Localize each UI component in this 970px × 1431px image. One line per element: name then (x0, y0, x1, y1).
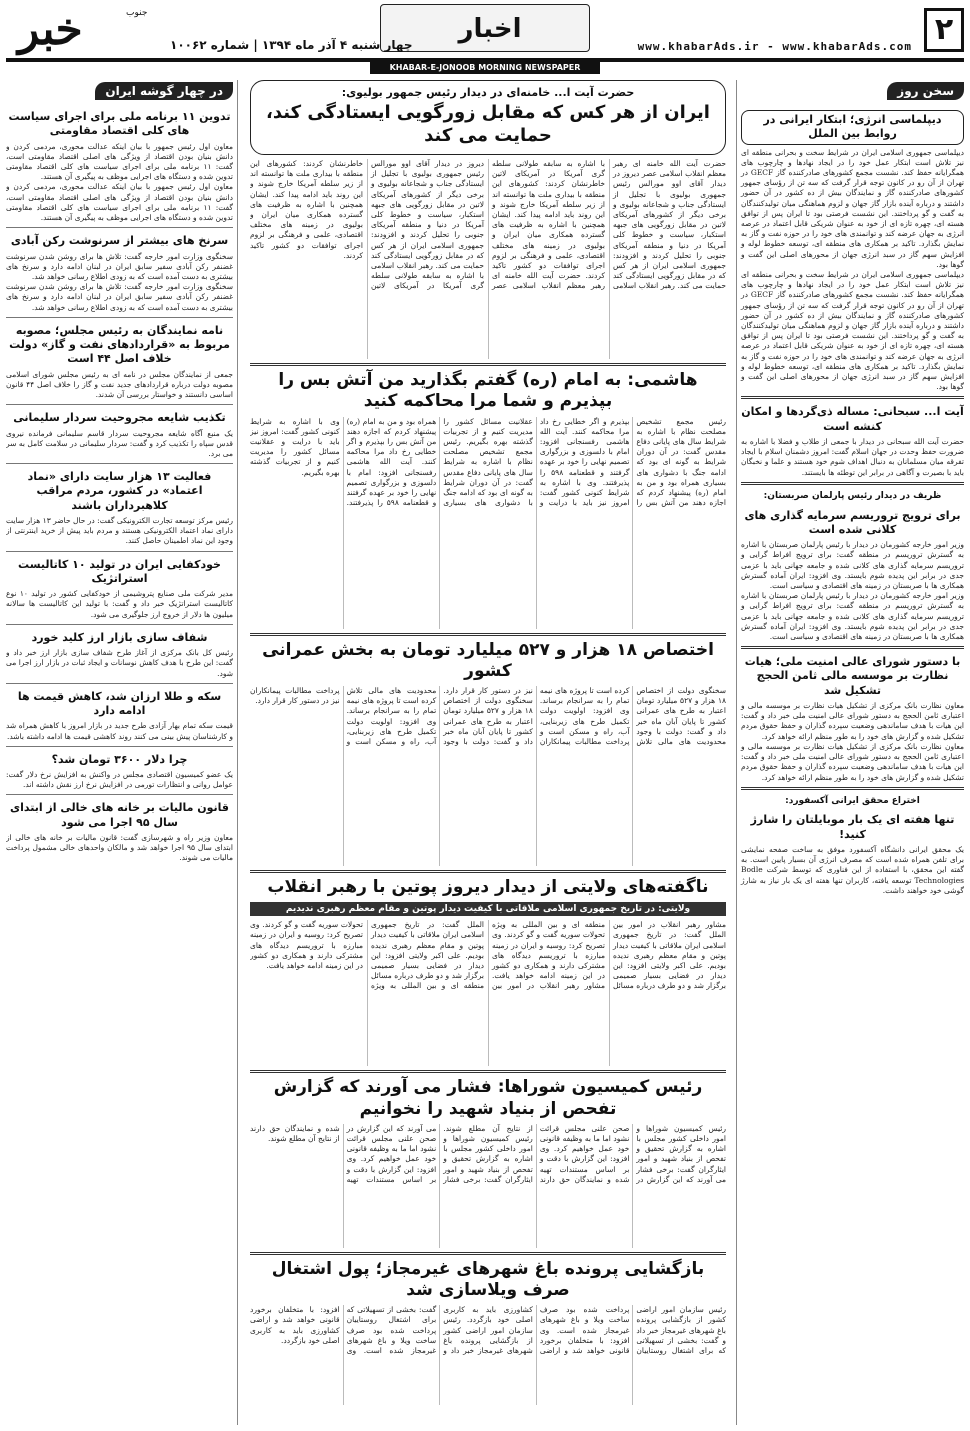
lead-body-text: حضرت آیت الله خامنه ای رهبر معظم انقلاب اسلامی عصر دیروز در دیدار آقای اوو مورالس رئیس جمهوری بولیوی با تجلیل از ایستادگی جناب و شجاعانه بولیوی و برخی دیگر از کشورهای آمریکای لاتین در مقابل زورگویی های جبهه استکبار، سیاست و خطوط کلی آمریکا در دنیا و منطقه آمریکای جنوبی را تحلیل کردند و افزودند: جمهوری اسلامی ایران از هر کس که در مقابل زورگویی ایستادگی کند حمایت می کند. رهبر انقلاب اسلامی با اشاره به سابقه طولانی سلطه گری آمریکا در آمریکای لاتین خاطرنشان کردند: کشورهای این منطقه با بیداری ملت ها توانسته اند از زیر سلطه آمریکا خارج شوند و این روند باید ادامه پیدا کند. ایشان همچنین با اشاره به ظرفیت های گسترده همکاری میان ایران و بولیوی در زمینه های مختلف اقتصادی، علمی و فرهنگی بر لزوم اجرای توافقات دو کشور تاکید کردند. (492, 159, 726, 291)
story-body-text-cont: رئیس کمیسیون شوراها و امور داخلی کشور مجلس با اشاره به گزارش تحقیق و تفحص از بنیاد شهید و امور ایثارگران گفت: برخی فشار می آورند که این گزارش در صحن علنی مجلس قرائت نشود اما ما به وظیفه قانونی خود عمل خواهیم کرد. وی افزود: این گزارش با دقت و بر اساس مستندات تهیه شده و نمایندگان حق دارند از نتایج آن مطلع شوند. (250, 1123, 533, 1184)
newspaper-logo (6, 4, 156, 58)
divider (6, 683, 233, 684)
story-title: با دستور شورای عالی امنیت ملی؛ هیات نظارت بر موسسه مالی ثامن الحجج تشکیل شد (744, 655, 961, 697)
story-body-cont: معاون اول رئیس جمهور با بیان اینکه عدالت محوری، مردمی کردن و دانش بنیان بودن اقتصاد از ویژگی های اصلی اقتصاد مقاومتی است، گفت: ۱۱ برنامه ملی برای اجرای سیاست های کلی اقتصاد مقاومتی تدوین شده و دستگاه های اجرایی موظف به پیگیری آن هستند. (6, 182, 233, 223)
story-title: اختصاص ۱۸ هزار و ۵۲۷ میلیارد تومان به بخش عمرانی کشور (262, 639, 714, 681)
story-kicker: ظریف در دیدار رئیس پارلمان صربستان: (763, 490, 942, 501)
site-url[interactable]: www.khabarAds.ir - www.khabarAds.com (637, 40, 912, 53)
story-body: مدیر شرکت ملی صنایع پتروشیمی از خودکفایی کشور در تولید ۱۰ نوع کاتالیست استراتژیک خبر داد و گفت: با تولید این کاتالیست ها سالانه میلیون ها دلار از خروج ارز جلوگیری می شود. (6, 589, 233, 619)
story-body (250, 920, 726, 1066)
story-title: سرنخ های بیشتر از سرنوشت رکن آبادی (10, 234, 229, 248)
divider (6, 624, 233, 625)
divider (6, 794, 233, 795)
center-column (250, 80, 726, 1425)
story-body: وزیر امور خارجه کشورمان در دیدار با رئیس پارلمان صربستان با اشاره به گسترش تروریسم در منطقه گفت: برای ترویج افراط گرایی و تروریسم سرمایه گذاری های کلانی شده و جامعه جهانی باید با عزمی جدی در برابر این پدیده شوم بایستد. وی افزود: ایران آماده گسترش همکاری ها با صربستان در زمینه های اقتصادی و سیاسی است. (741, 540, 964, 590)
story-body-text: رئیس کمیسیون شوراها و امور داخلی کشور مجلس با اشاره به گزارش تحقیق و تفحص از بنیاد شهید و امور ایثارگران گفت: برخی فشار می آورند که این گزارش در صحن علنی مجلس قرائت نشود اما ما به وظیفه قانونی خود عمل خواهیم کرد. وی افزود: این گزارش با دقت و بر اساس مستندات تهیه شده و نمایندگان حق دارند از نتایج آن مطلع شوند. (443, 1123, 726, 1184)
story-title: قانون مالیات بر خانه های خالی از ابتدای سال ۹۵ اجرا می شود (10, 801, 229, 829)
editorial-tag: سخن روز (887, 82, 964, 100)
story-body: یک محقق ایرانی دانشگاه آکسفورد موفق به ساخت صفحه نمایشی برای تلفن همراه شده است که مصرف انرژی آن بسیار پایین است. به گفته این محقق، با استفاده از این فناوری که توسط شرکت Bodle Technologies توسعه یافته، کاربران تنها هفته ای یک بار نیاز به شارژ گوشی خود خواهند داشت. (741, 844, 964, 895)
editorial-title: دیپلماسی انرژی؛ ابتکار ایرانی در روابط بین الملل (741, 110, 964, 145)
story-body: معاون اول رئیس جمهور با بیان اینکه عدالت محوری، مردمی کردن و دانش بنیان بودن اقتصاد از ویژگی های اصلی اقتصاد مقاومتی است، گفت: ۱۱ برنامه ملی برای اجرای سیاست های کلی اقتصاد مقاومتی تدوین شده و دستگاه های اجرایی موظف به پیگیری آن هستند. (6, 141, 233, 182)
story-title: آیت ا... سبحانی: مساله ذی‌گردها و امکان کنشه است (741, 405, 964, 433)
story-title: رئیس کمیسیون شوراها: فشار می آورند که گزارش تفحص از بنیاد شهید را نخوانیم (273, 1077, 703, 1119)
divider (250, 1070, 726, 1073)
story-title: خودکفایی ایران در تولید ۱۰ کاتالیست استراتژیک (18, 557, 221, 585)
story-body: رئیس مرکز توسعه تجارت الکترونیکی گفت: در حال حاضر ۱۳ هزار سایت دارای نماد اعتماد الکترونیکی هستند و مردم باید پیش از خرید اینترنتی از وجود این نماد اطمینان حاصل کنند. (6, 516, 233, 546)
story-body-cont: معاون نظارت بانک مرکزی از تشکیل هیات نظارت بر موسسه مالی و اعتباری ثامن الحجج به دستور شورای عالی امنیت ملی خبر داد و گفت: این هیات با هدف ساماندهی وضعیت سپرده گذاران و حفظ حقوق مردم تشکیل شده و گزارش های خود را به طور منظم ارائه خواهد کرد. (741, 741, 964, 782)
story-body: سخنگوی وزارت امور خارجه گفت: تلاش ها برای روشن شدن سرنوشت غضنفر رکن آبادی سفیر سابق ایران در لبنان ادامه دارد و سرنخ های بیشتری به دست آمده است که به زودی اطلاع رسانی خواهد شد. (6, 251, 233, 281)
left-column (6, 80, 238, 1425)
english-name: KHABAR-E-JONOOB MORNING NEWSPAPER (370, 62, 600, 74)
divider (250, 1252, 726, 1255)
divider (741, 787, 964, 790)
story-body: رئیس کل بانک مرکزی از آغاز طرح شفاف سازی بازار ارز خبر داد و گفت: این طرح با هدف کاهش نوسانات و ایجاد ثبات در بازار ارز اجرا می شود. (6, 648, 233, 678)
lead-body-text-cont: حضرت آیت الله خامنه ای رهبر معظم انقلاب اسلامی عصر دیروز در دیدار آقای اوو مورالس رئیس جمهوری بولیوی با تجلیل از ایستادگی جناب و شجاعانه بولیوی و برخی دیگر از کشورهای آمریکای لاتین در مقابل زورگویی های جبهه استکبار، سیاست و خطوط کلی آمریکا در دنیا و منطقه آمریکای جنوبی را تحلیل کردند و افزودند: جمهوری اسلامی ایران از هر کس که در مقابل زورگویی ایستادگی کند حمایت می کند. رهبر انقلاب اسلامی با اشاره به سابقه طولانی سلطه گری آمریکا در آمریکای لاتین خاطرنشان کردند: کشورهای این منطقه با بیداری ملت ها توانسته اند از زیر سلطه آمریکا خارج شوند و این روند باید ادامه پیدا کند. ایشان همچنین با اشاره به ظرفیت های گسترده همکاری میان ایران و بولیوی در زمینه های مختلف اقتصادی، علمی و فرهنگی بر لزوم اجرای توافقات دو کشور تاکید کردند. (250, 159, 605, 291)
story-title: تکذیب شایعه مجروحیت سردار سلیمانی (13, 411, 226, 425)
right-column (736, 80, 964, 1425)
story-body-text-cont: رئیس سازمان امور اراضی کشور از بازگشایی پرونده باغ شهرهای غیرمجاز خبر داد و گفت: بخشی از تسهیلاتی که برای اشتغال روستاییان پرداخت شده بود صرف ساخت ویلا و باغ شهرهای غیرمجاز شده است. وی افزود: با متخلفان برخورد قانونی خواهد شد و اراضی کشاورزی باید به کاربری اصلی خود بازگردد. (250, 1305, 533, 1356)
story-title: ناگفته‌های ولایتی از دیدار دیروز پوتین با رهبر انقلاب (267, 877, 709, 897)
lead-kicker: حضرت آیت ا... خامنه‌ای در دیدار رئیس جمهور بولیوی: (341, 86, 635, 99)
story-kicker: اختراع محقق ایرانی آکسفورد: (785, 795, 920, 806)
divider (741, 646, 964, 649)
story-body: یک منبع آگاه شایعه مجروحیت سردار قاسم سلیمانی فرمانده نیروی قدس سپاه را تکذیب کرد و گفت: سردار سلیمانی در سلامت کامل به سر می برد. (6, 428, 233, 458)
page-number: ۲ (924, 8, 964, 52)
lead-title: ایران از هر کس که مقابل زورگویی ایستادگی کند، حمایت می کند (266, 102, 710, 146)
story-body-text: مشاور رهبر انقلاب در امور بین الملل گفت: در تاریخ جمهوری اسلامی ایران ملاقاتی با کیفیت دیدار پوتین و مقام معظم رهبری ندیده بودیم. علی اکبر ولایتی افزود: این دیدار در فضایی بسیار صمیمی برگزار شد و دو طرف درباره مسائل منطقه ای و بین المللی به ویژه تحولات سوریه گفت و گو کردند. وی تصریح کرد: روسیه و ایران در زمینه مبارزه با تروریسم دیدگاه های مشترکی دارند و همکاری دو کشور در این زمینه ادامه خواهد یافت. (492, 920, 726, 991)
story-title: چرا دلار ۳۶۰۰ تومان شد؟ (51, 752, 188, 766)
story-title: هاشمی: به امام (ره) گفتم بگذارید من آتش بس را بپذیرم و شما مرا محاکمه کنید (278, 370, 698, 412)
issue-info: چهار شنبه ۴ آذر ماه ۱۳۹۴ | شماره ۱۰۰۶۲ (170, 38, 413, 52)
divider (6, 317, 233, 318)
story-title: شفاف سازی بازار ارز کلید خورد (31, 630, 208, 644)
divider (6, 551, 233, 552)
divider (6, 227, 233, 228)
story-body (250, 1124, 726, 1248)
story-title: نامه نمایندگان به رئیس مجلس؛ مصوبه مربوط به «قراردادهای نفت و گاز» دولت خلاف اصل ۴۴ است (9, 323, 230, 366)
story-body (250, 686, 726, 866)
story-title: برای ترویج تروریسم سرمایه گذاری های کلانی شده است (744, 508, 961, 536)
masthead (0, 0, 970, 70)
story-body: معاون نظارت بانک مرکزی از تشکیل هیات نظارت بر موسسه مالی و اعتباری ثامن الحجج به دستور شورای عالی امنیت ملی خبر داد و گفت: این هیات با هدف ساماندهی وضعیت سپرده گذاران و حفظ حقوق مردم تشکیل شده و گزارش های خود را به طور منظم ارائه خواهد کرد. (741, 701, 964, 741)
divider (6, 746, 233, 747)
divider (250, 633, 726, 636)
story-title: بازگشایی پرونده باغ شهرهای غیرمجاز؛ پول اشتغال صرف ویلاسازی شد (271, 1258, 705, 1300)
section-title: اخبار (458, 14, 522, 44)
editorial-body-cont: دیپلماسی جمهوری اسلامی ایران در شرایط سخت و بحرانی منطقه ای نیز تلاش است ابتکار عمل خود را در ایجاد نهادها و چارچوب های همگرایانه حفظ کند. نشست مجمع کشورهای صادرکننده گاز GECF در تهران از آن رو در کانون توجه قرار گرفت که سه تن از رؤسای جمهور کشورهای صادرکننده گاز و نمایندگان بیش از ده کشور در آن حضور داشتند و درباره آینده بازار گاز جهان و لزوم هماهنگی میان تولیدکنندگان به گفت و گو پرداختند. این نشست فرصتی بود تا ایران پس از توافق هسته ای، چهره تازه ای از خود به عنوان شریکی قابل اعتماد در عرصه انرژی به جهان عرضه کند و توانمندی های خود را در حوزه نفت و گاز به نمایش بگذارد. تاکید بر همکاری های منطقه ای، توسعه خطوط لوله و افزایش سهم گاز در سبد انرژی جهان از محورهای اصلی این گفت و گوها بود. (741, 270, 964, 392)
divider (741, 396, 964, 399)
story-body-text: رئیس سازمان امور اراضی کشور از بازگشایی پرونده باغ شهرهای غیرمجاز خبر داد و گفت: بخشی از تسهیلاتی که برای اشتغال روستاییان پرداخت شده بود صرف ساخت ویلا و باغ شهرهای غیرمجاز شده است. وی افزود: با متخلفان برخورد قانونی خواهد شد و اراضی کشاورزی باید به کاربری اصلی خود بازگردد. (443, 1305, 726, 1356)
editorial-body: دیپلماسی جمهوری اسلامی ایران در شرایط سخت و بحرانی منطقه ای نیز تلاش است ابتکار عمل خود را در ایجاد نهادها و چارچوب های همگرایانه حفظ کند. نشست مجمع کشورهای صادرکننده گاز GECF در تهران از آن رو در کانون توجه قرار گرفت که سه تن از رؤسای جمهور کشورهای صادرکننده گاز و نمایندگان بیش از ده کشور در آن حضور داشتند و درباره آینده بازار گاز جهان و لزوم هماهنگی میان تولیدکنندگان به گفت و گو پرداختند. این نشست فرصتی بود تا ایران پس از توافق هسته ای، چهره تازه ای از خود به عنوان شریکی قابل اعتماد در عرصه انرژی به جهان عرضه کند و توانمندی های خود را در حوزه نفت و گاز به نمایش بگذارد. تاکید بر همکاری های منطقه ای، توسعه خطوط لوله و افزایش سهم گاز در سبد انرژی جهان از محورهای اصلی این گفت و گوها بود. (741, 147, 964, 269)
lead-body (250, 159, 726, 359)
story-body-text: سخنگوی دولت از اختصاص ۱۸ هزار و ۵۲۷ میلیارد تومان اعتبار به طرح های عمرانی کشور تا پایان آبان ماه خبر داد و گفت: دولت با وجود محدودیت های مالی تلاش کرده است تا پروژه های نیمه تمام را به سرانجام برساند. وی افزود: اولویت دولت تکمیل طرح های زیربنایی، آب، راه و مسکن است و پرداخت مطالبات پیمانکاران نیز در دستور کار قرار دارد. (443, 686, 726, 747)
story-title: فعالیت ۱۳ هزار سایت دارای «نماد اعتماد» در کشور، مردم مراقب کلاهبرداران باشند (27, 470, 212, 512)
story-body-text-cont: سخنگوی دولت از اختصاص ۱۸ هزار و ۵۲۷ میلیارد تومان اعتبار به طرح های عمرانی کشور تا پایان آبان ماه خبر داد و گفت: دولت با وجود محدودیت های مالی تلاش کرده است تا پروژه های نیمه تمام را به سرانجام برساند. وی افزود: اولویت دولت تکمیل طرح های زیربنایی، آب، راه و مسکن است و پرداخت مطالبات پیمانکاران نیز در دستور کار قرار دارد. (250, 686, 533, 747)
story-title: تدوین ۱۱ برنامه ملی برای اجرای سیاست های کلی اقتصاد مقاومتی (8, 110, 231, 138)
story-body: جمعی از نمایندگان مجلس در نامه ای به رئیس مجلس شورای اسلامی مصوبه دولت درباره قراردادهای جدید نفت و گاز را خلاف اصل ۴۴ قانون اساسی دانستند و خواستار بررسی آن شدند. (6, 369, 233, 400)
divider (250, 870, 726, 873)
logo-sub: جنوب (126, 8, 148, 18)
story-body-cont: وزیر امور خارجه کشورمان در دیدار با رئیس پارلمان صربستان با اشاره به گسترش تروریسم در منطقه گفت: برای ترویج افراط گرایی و تروریسم سرمایه گذاری های کلانی شده و جامعه جهانی باید با عزمی جدی در برابر این پدیده شوم بایستد. وی افزود: ایران آماده گسترش همکاری ها با صربستان در زمینه های اقتصادی و سیاسی است. (741, 591, 964, 641)
story-body (250, 1305, 726, 1405)
story-body (250, 417, 726, 629)
divider (6, 463, 233, 464)
story-body: یک عضو کمیسیون اقتصادی مجلس در واکنش به افزایش نرخ دلار گفت: عوامل روانی و انتظارات تورمی در افزایش نرخ ارز نقش داشته اند. (6, 770, 233, 790)
story-title: سکه و طلا ارزان شد، کاهش قیمت ها ادامه دارد (17, 689, 222, 718)
story-body-cont: سخنگوی وزارت امور خارجه گفت: تلاش ها برای روشن شدن سرنوشت غضنفر رکن آبادی سفیر سابق ایران در لبنان ادامه دارد و سرنخ های بیشتری به دست آمده است که به زودی اطلاع رسانی خواهد شد. (6, 282, 233, 312)
lead-story-header (250, 80, 726, 155)
divider (741, 482, 964, 485)
story-body-text: رئیس مجمع تشخیص مصلحت نظام با اشاره به شرایط سال های پایانی دفاع مقدس گفت: در آن دوران شرایط به گونه ای بود که ادامه جنگ با دشواری های بسیاری همراه بود و من به امام (ره) پیشنهاد کردم که اجازه دهند من آتش بس را بپذیرم و اگر خطایی رخ داد مرا محاکمه کنند. آیت الله هاشمی رفسنجانی افزود: امام با دلسوزی و بزرگواری تصمیم نهایی را خود بر عهده گرفتند و قطعنامه ۵۹۸ را پذیرفتند. وی با اشاره به شرایط کنونی کشور گفت: امروز نیز باید با درایت و عقلانیت مسائل کشور را مدیریت کنیم و از تجربیات گذشته بهره بگیریم. (443, 416, 726, 508)
divider (250, 363, 726, 366)
story-subtitle: ولایتی: در تاریخ جمهوری اسلامی ملاقاتی با کیفیت دیدار پوتین و مقام معظم رهبری ندیدیم (250, 902, 726, 916)
story-body: حضرت آیت الله سبحانی در دیدار با جمعی از طلاب و فضلا با اشاره به ضرورت حفظ وحدت در جهان اسلام گفت: امروز دشمنان اسلام با ایجاد تفرقه میان مسلمانان به دنبال اهداف شوم خود هستند و علما و نخبگان باید با بصیرت و آگاهی در برابر این توطئه ها بایستند. (741, 437, 964, 477)
story-body: قیمت سکه تمام بهار آزادی طرح جدید در بازار امروز با کاهش همراه شد و کارشناسان پیش بینی می کنند روند کاهشی قیمت ها ادامه داشته باشد. (6, 721, 233, 741)
story-body-text-cont: مشاور رهبر انقلاب در امور بین الملل گفت: در تاریخ جمهوری اسلامی ایران ملاقاتی با کیفیت دیدار پوتین و مقام معظم رهبری ندیده بودیم. علی اکبر ولایتی افزود: این دیدار در فضایی بسیار صمیمی برگزار شد و دو طرف درباره مسائل منطقه ای و بین المللی به ویژه تحولات سوریه گفت و گو کردند. وی تصریح کرد: روسیه و ایران در زمینه مبارزه با تروریسم دیدگاه های مشترکی دارند و همکاری دو کشور در این زمینه ادامه خواهد یافت. (250, 920, 605, 991)
story-title: تنها هفته ای یک بار موبایلتان را شارژ کنید! (750, 813, 955, 841)
divider (6, 404, 233, 405)
story-body: معاون وزیر راه و شهرسازی گفت: قانون مالیات بر خانه های خالی از ابتدای سال ۹۵ اجرا خواهد شد و مالکان واحدهای خالی مشمول پرداخت مالیات می شوند. (6, 833, 233, 863)
regional-tag: در چهار گوشه ایران (95, 82, 233, 100)
logo-word: خبر (18, 4, 83, 55)
story-body-text-cont: رئیس مجمع تشخیص مصلحت نظام با اشاره به شرایط سال های پایانی دفاع مقدس گفت: در آن دوران شرایط به گونه ای بود که ادامه جنگ با دشواری های بسیاری همراه بود و من به امام (ره) پیشنهاد کردم که اجازه دهند من آتش بس را بپذیرم و اگر خطایی رخ داد مرا محاکمه کنند. آیت الله هاشمی رفسنجانی افزود: امام با دلسوزی و بزرگواری تصمیم نهایی را خود بر عهده گرفتند و قطعنامه ۵۹۸ را پذیرفتند. وی با اشاره به شرایط کنونی کشور گفت: امروز نیز باید با درایت و عقلانیت مسائل کشور را مدیریت کنیم و از تجربیات گذشته بهره بگیریم. (250, 416, 533, 508)
